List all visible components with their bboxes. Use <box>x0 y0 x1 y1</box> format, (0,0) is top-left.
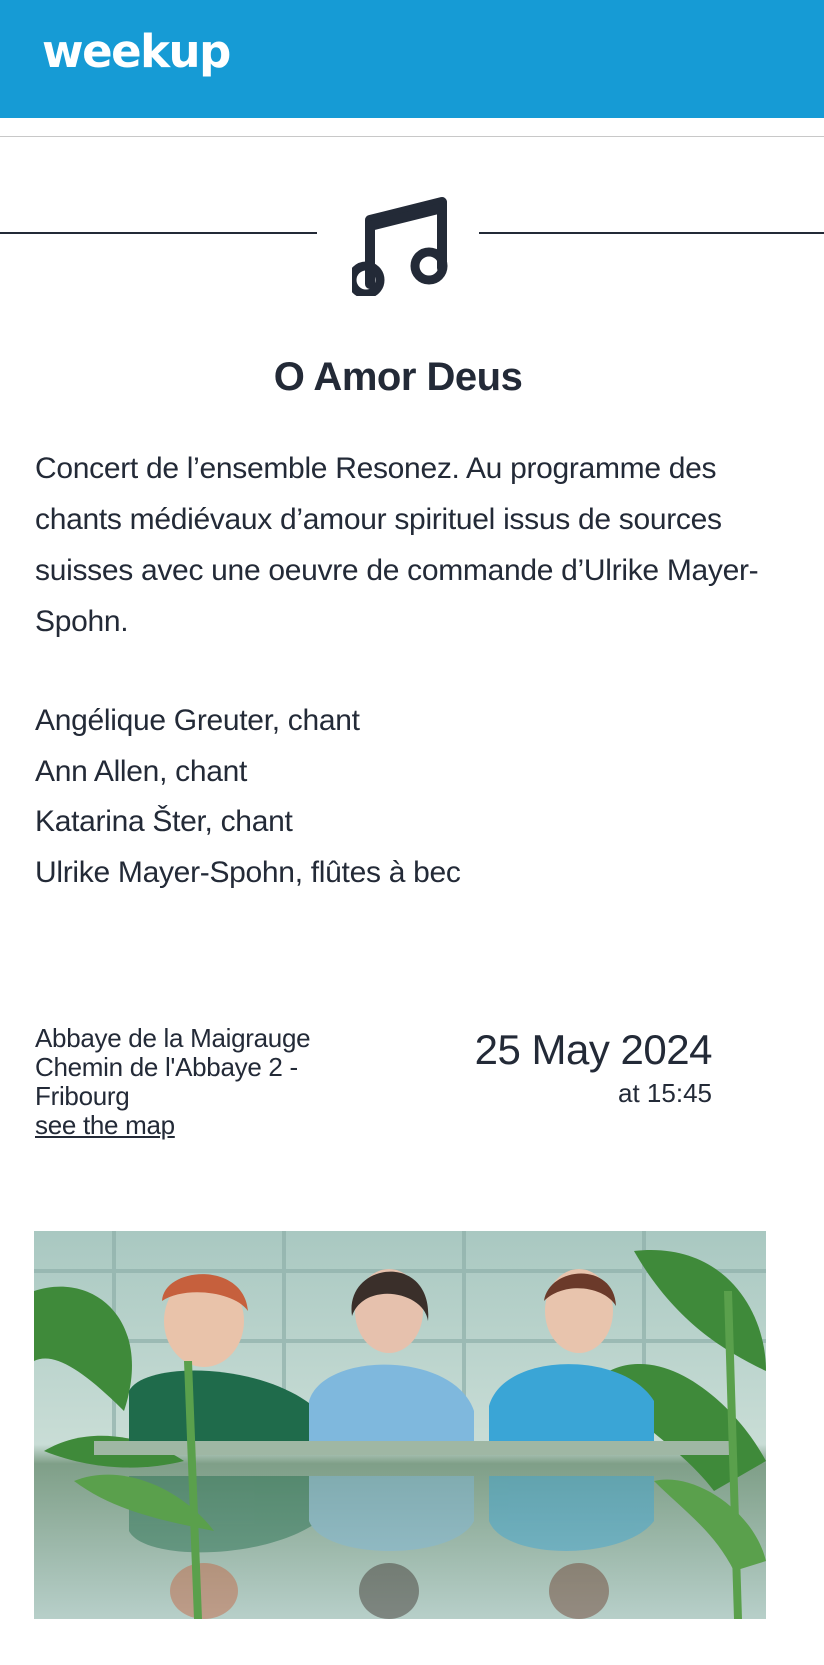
venue-city: Fribourg <box>35 1081 130 1111</box>
description-text: Concert de l’ensemble Resonez. Au programme des chants médiévaux d’amour spirituel issus de sources suisses avec une oeuvre de commande d’Ulrike Mayer-Spohn. <box>35 452 759 638</box>
performer-item: Angélique Greuter, chant <box>35 704 360 737</box>
music-note-icon <box>352 196 448 296</box>
top-bar <box>0 0 824 118</box>
see-map-link[interactable]: see the map <box>35 1110 175 1140</box>
performer-list <box>35 696 795 898</box>
event-description <box>35 443 805 647</box>
performer-item: Ann Allen, chant <box>35 754 248 788</box>
three-performers-photo <box>34 1231 766 1619</box>
header-divider <box>0 136 824 137</box>
venue-name: Abbaye de la Maigrauge <box>35 1023 311 1053</box>
event-time: at 15:45 <box>618 1078 712 1108</box>
weekup-logo[interactable]: weekup <box>42 25 230 78</box>
title-rule-left <box>0 232 317 234</box>
event-date: 25 May 2024 <box>474 1026 712 1073</box>
event-title: O Amor Deus <box>273 354 523 399</box>
title-rule-right <box>479 232 824 234</box>
venue-address: Chemin de l'Abbaye 2 - <box>35 1052 298 1082</box>
performer-item: Ulrike Mayer-Spohn, flûtes à bec <box>35 855 461 889</box>
venue-block <box>35 1024 375 1140</box>
event-datetime <box>440 1022 712 1108</box>
performer-item: Katarina Šter, chant <box>35 805 293 838</box>
